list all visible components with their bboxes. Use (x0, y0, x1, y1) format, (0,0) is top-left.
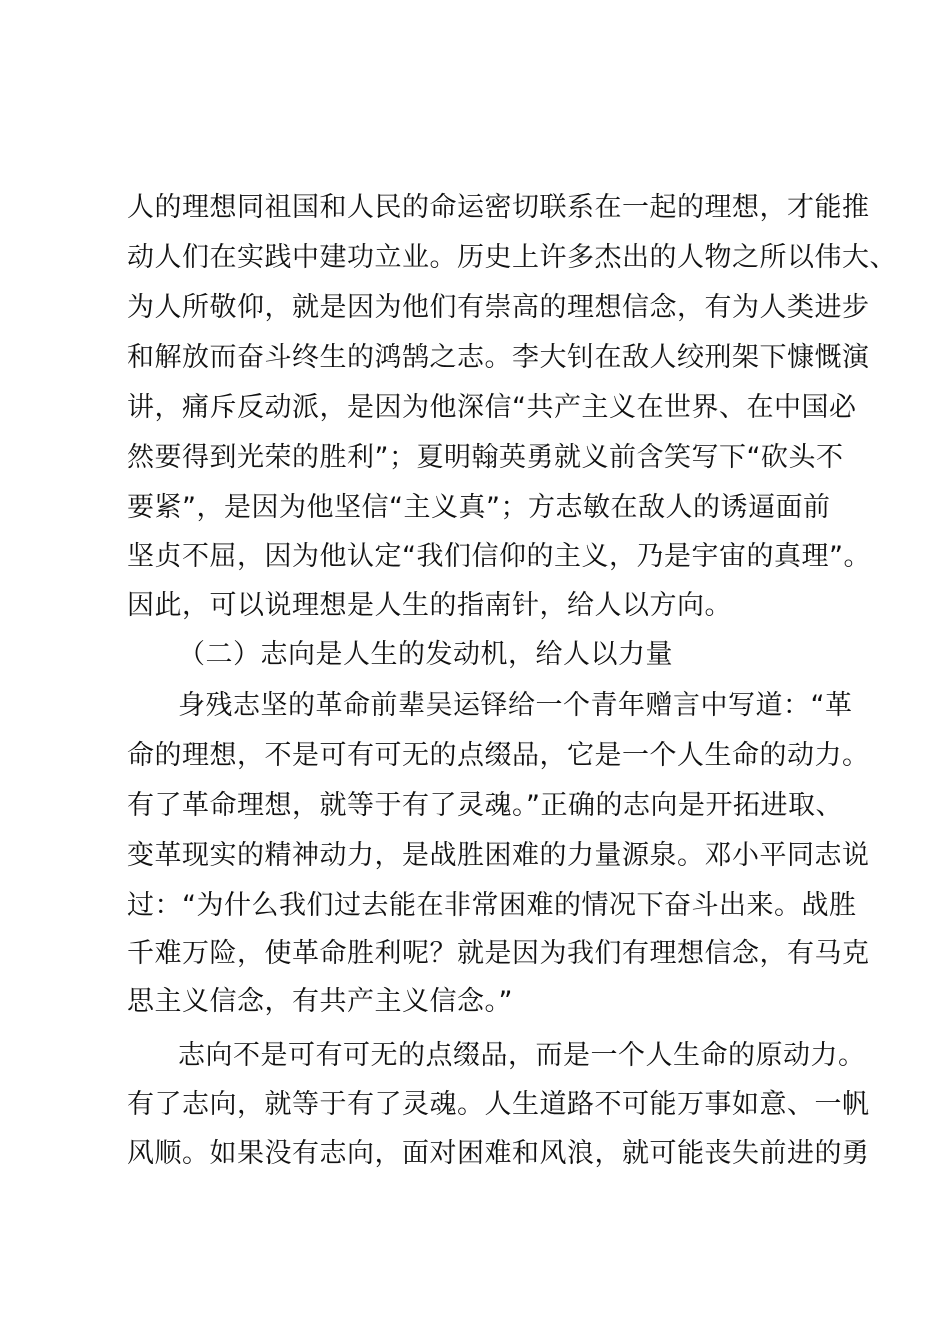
text-line: 为人所敬仰，就是因为他们有崇高的理想信念，有为人类进步 (127, 292, 870, 323)
text-line: 变革现实的精神动力，是战胜困难的力量源泉。邓小平同志说 (127, 840, 870, 871)
text-line: 过：“为什么我们过去能在非常困难的情况下奋斗出来。战胜 (127, 890, 857, 921)
text-line: 千难万险，使革命胜利呢？就是因为我们有理想信念，有马克 (127, 938, 870, 969)
text-line: 因此，可以说理想是人生的指南针，给人以方向。 (127, 590, 732, 621)
text-line: 然要得到光荣的胜利”；夏明翰英勇就义前含笑写下“砍头不 (127, 442, 844, 473)
text-line: 思主义信念，有共产主义信念。” (127, 986, 513, 1017)
text-line: 风顺。如果没有志向，面对困难和风浪，就可能丧失前进的勇 (127, 1138, 870, 1169)
text-line: 要紧”，是因为他坚信“主义真”；方志敏在敌人的诱逼面前 (127, 492, 831, 523)
text-line: 人的理想同祖国和人民的命运密切联系在一起的理想，才能推 (127, 192, 870, 223)
text-line: 志向不是可有可无的点缀品，而是一个人生命的原动力。 (178, 1040, 866, 1071)
text-line: 动人们在实践中建功立业。历史上许多杰出的人物之所以伟大、 (127, 242, 897, 273)
text-line: 和解放而奋斗终生的鸿鹄之志。李大钊在敌人绞刑架下慷慨演 (127, 342, 870, 373)
text-line: 坚贞不屈，因为他认定“我们信仰的主义，乃是宇宙的真理”。 (127, 541, 871, 572)
text-line: 命的理想，不是可有可无的点缀品，它是一个人生命的动力。 (127, 740, 870, 771)
text-line: 有了志向，就等于有了灵魂。人生道路不可能万事如意、一帆 (127, 1089, 870, 1120)
text-line: 身残志坚的革命前辈吴运铎给一个青年赠言中写道：“革 (178, 690, 853, 721)
text-line: 有了革命理想，就等于有了灵魂。”正确的志向是开拓进取、 (127, 790, 843, 821)
section-heading: （二）志向是人生的发动机，给人以力量 (178, 639, 673, 670)
text-line: 讲，痛斥反动派，是因为他深信“共产主义在世界、在中国必 (127, 392, 857, 423)
